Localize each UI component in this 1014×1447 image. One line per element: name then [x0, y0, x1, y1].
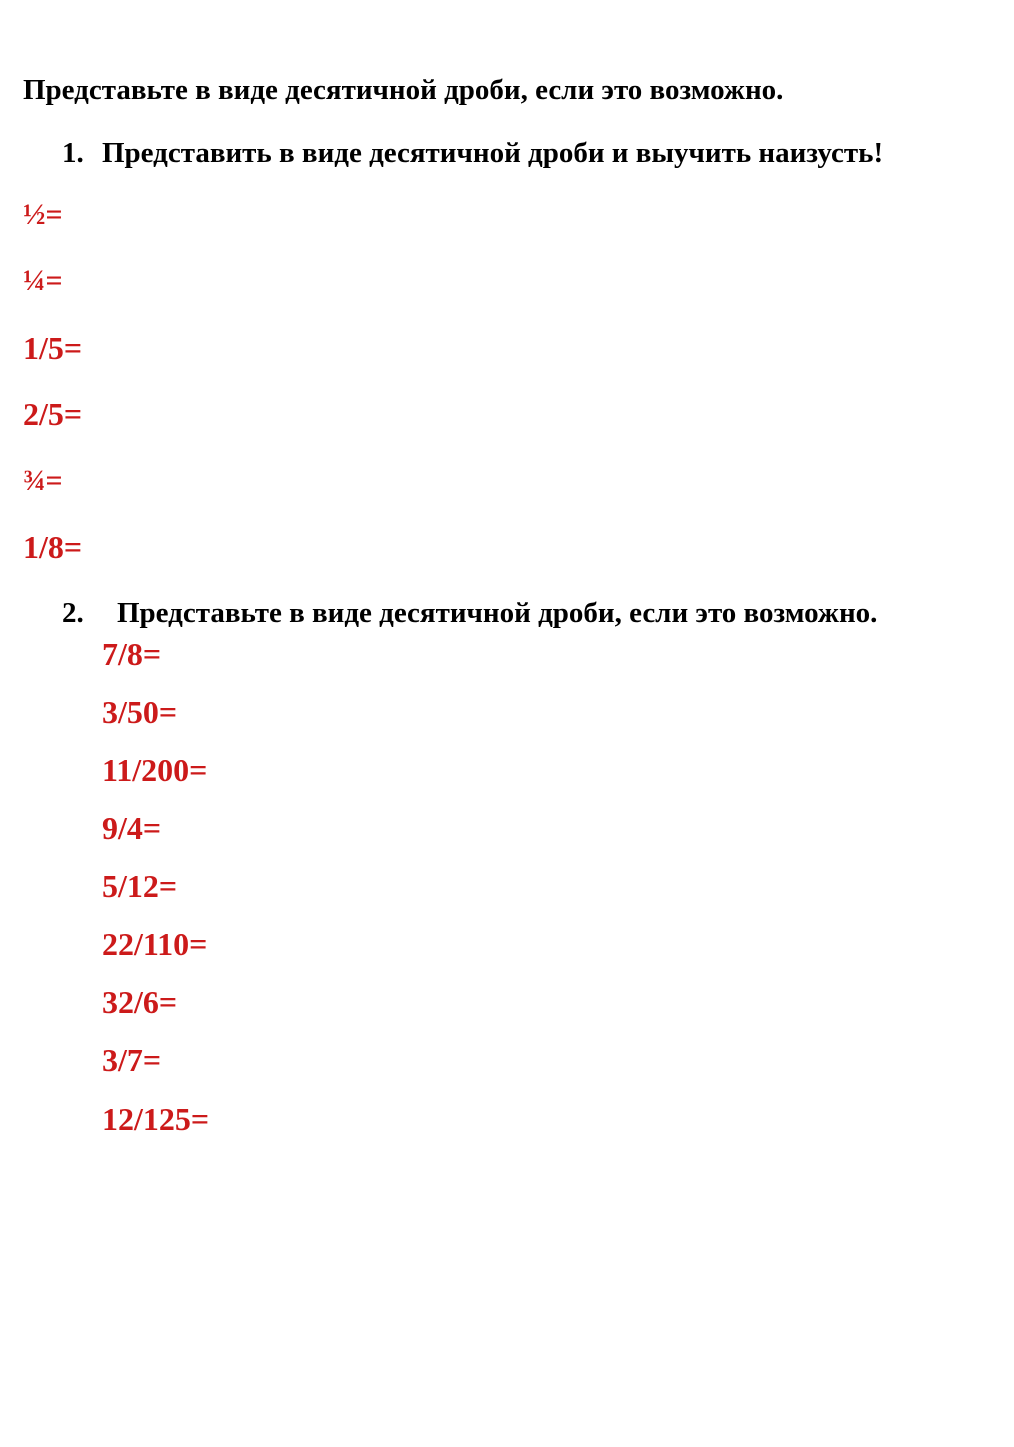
- task-1-number: 1.: [62, 137, 84, 169]
- exercise-item: 7/8=: [102, 636, 162, 672]
- exercise-item: 11/200=: [102, 752, 208, 788]
- task-2-title: Представьте в виде десятичной дроби, если это возможно.: [117, 597, 878, 629]
- task-2-title-row: [62, 595, 877, 631]
- exercise-item: ½=: [23, 198, 63, 231]
- exercise-item: 22/110=: [102, 926, 208, 962]
- exercise-item: 3/50=: [102, 694, 178, 730]
- exercise-item: ¼=: [23, 264, 63, 297]
- page-heading: Представьте в виде десятичной дроби, если это возможно.: [23, 74, 784, 106]
- task-1-title: Представить в виде десятичной дроби и выучить наизусть!: [102, 137, 884, 169]
- exercise-item: 5/12=: [102, 868, 178, 904]
- exercise-item: 3/7=: [102, 1042, 162, 1078]
- exercise-item: 12/125=: [102, 1101, 210, 1137]
- exercise-item: 9/4=: [102, 810, 162, 846]
- exercise-item: 2/5=: [23, 396, 83, 432]
- exercise-item: 32/6=: [102, 984, 178, 1020]
- exercise-item: 1/5=: [23, 330, 83, 366]
- task-1-title-row: [62, 135, 883, 171]
- task-2-number: 2.: [62, 597, 84, 629]
- exercise-item: ¾=: [23, 464, 63, 497]
- exercise-item: 1/8=: [23, 529, 83, 565]
